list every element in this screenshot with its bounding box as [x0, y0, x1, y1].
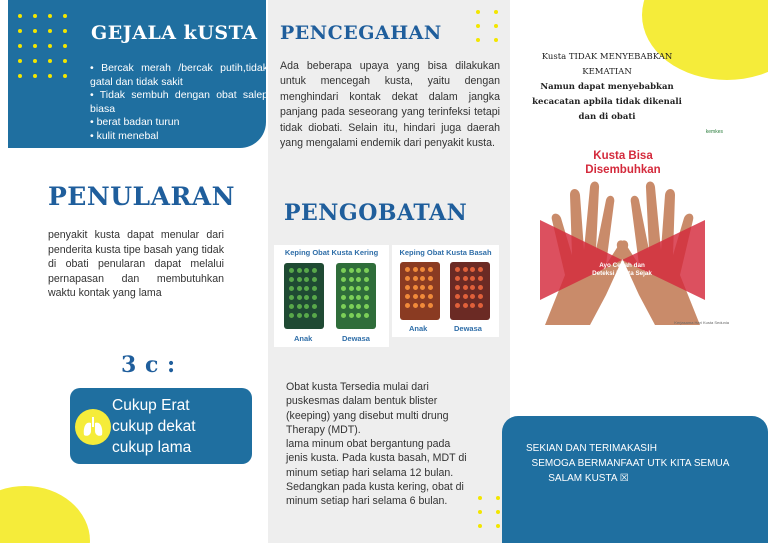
three-c-line: cukup lama	[112, 439, 192, 456]
pill-dot	[413, 267, 418, 272]
pill-dot	[297, 313, 302, 318]
gejala-list	[90, 62, 268, 143]
blister-pack	[400, 262, 440, 320]
three-c-line: Cukup Erat	[112, 397, 190, 414]
pill-dot	[349, 295, 354, 300]
note-line: Kusta TIDAK MENYEBABKAN	[541, 52, 673, 62]
note-line: KEMATIAN	[582, 67, 632, 77]
blister-kering-image	[274, 245, 389, 347]
blister-caption: Dewasa	[454, 324, 482, 333]
pill-dot	[405, 294, 410, 299]
poster-title: Kusta Bisa Disembuhkan	[585, 150, 661, 176]
pill-dot	[356, 304, 361, 309]
pill-dot	[478, 303, 483, 308]
penularan-text: penyakit kusta dapat menular dari penderita kusta tipe basah yang tidak di obati penularan dapat melalui pernapasan dan membutuhkan waktu kontak yang lama	[48, 229, 224, 299]
pengobatan-line: minum setiap hari selama 6 bulan.	[286, 495, 448, 508]
pill-dot	[341, 268, 346, 273]
pill-dot	[405, 267, 410, 272]
pill-dot	[428, 285, 433, 290]
yellow-corner-blob	[0, 486, 90, 543]
pill-dot	[463, 285, 468, 290]
pill-dot	[470, 303, 475, 308]
pill-dot	[455, 303, 460, 308]
panel-middle	[268, 0, 510, 543]
pill-dot	[304, 286, 309, 291]
pencegahan-text: Ada beberapa upaya yang bisa dilakukan untuk mencegah kusta, yaitu dengan menghindari kontak dekat dalam jangka panjang pada seseorang yang terinfeksi tetapi tidak diobati. Selain itu, hindari juga daerah yang mengalami endemik dari penyakit kusta.	[280, 60, 500, 150]
pill-dot	[420, 267, 425, 272]
pill-dot	[364, 304, 369, 309]
pill-dot	[297, 286, 302, 291]
pill-dot	[428, 303, 433, 308]
pill-dot	[364, 277, 369, 282]
pencegahan-title: PENCEGAHAN	[280, 22, 442, 44]
blister-pack	[336, 263, 376, 329]
three-c-card	[70, 388, 252, 464]
note-line: kecacatan apbila tidak dikenali	[532, 97, 682, 107]
pill-dot	[289, 286, 294, 291]
pill-dot	[312, 286, 317, 291]
pill-dot	[470, 276, 475, 281]
pengobatan-line: minum setiap hari selama 12 bulan.	[286, 466, 454, 479]
pill-dot	[304, 268, 309, 273]
blister-basah-image	[392, 245, 499, 337]
thanks-card	[502, 416, 768, 543]
note-line: Namun dapat menyebabkan	[540, 82, 674, 92]
pill-dot	[289, 295, 294, 300]
pengobatan-line: Obat kusta Tersedia mulai dari	[286, 381, 429, 393]
pill-dot	[304, 277, 309, 282]
pill-dot	[289, 277, 294, 282]
panel-left	[0, 0, 268, 543]
thanks-line: SALAM KUSTA ☒	[526, 473, 629, 484]
pill-dot	[420, 285, 425, 290]
pill-dot	[356, 286, 361, 291]
kusta-note	[522, 50, 692, 125]
gejala-card	[8, 0, 266, 148]
pill-dot	[463, 276, 468, 281]
three-c-title: 3 c :	[121, 352, 176, 378]
pill-dot	[463, 294, 468, 299]
panel-right	[510, 0, 768, 543]
pill-dot	[341, 313, 346, 318]
pill-dot	[356, 313, 361, 318]
pill-dot	[470, 285, 475, 290]
pill-dot	[356, 268, 361, 273]
blister-caption: Anak	[409, 324, 428, 333]
blister-caption: Dewasa	[342, 334, 370, 343]
pill-dot	[356, 277, 361, 282]
gejala-title: GEJALA kUSTA	[91, 22, 258, 44]
pill-dot	[349, 286, 354, 291]
pill-dot	[289, 304, 294, 309]
pill-dot	[455, 285, 460, 290]
pill-dot	[364, 268, 369, 273]
pill-dot	[413, 276, 418, 281]
hands-illustration	[510, 125, 735, 333]
pengobatan-line: jenis kusta. Pada kusta basah, MDT di	[286, 452, 467, 465]
pill-dot	[478, 294, 483, 299]
pengobatan-text	[286, 380, 490, 509]
blister-pack	[450, 262, 490, 320]
pill-dot	[289, 268, 294, 273]
pill-dot	[470, 267, 475, 272]
pill-dot	[478, 276, 483, 281]
pill-dot	[341, 286, 346, 291]
pill-dot	[428, 267, 433, 272]
kusta-poster-image	[510, 125, 735, 333]
pill-dot	[349, 268, 354, 273]
pill-dot	[349, 277, 354, 282]
pill-dot	[470, 294, 475, 299]
pill-dot	[405, 285, 410, 290]
pengobatan-line: Therapy (MDT).	[286, 423, 361, 436]
pill-dot	[304, 295, 309, 300]
pill-dot	[297, 304, 302, 309]
three-c-lines	[112, 395, 196, 458]
pill-dot	[455, 267, 460, 272]
note-line: dan di obati	[578, 112, 636, 122]
gejala-item: • Tidak sembuh dengan obat salep biasa	[90, 89, 268, 115]
thanks-line: SEMOGA BERMANFAAT UTK KITA SEMUA	[526, 458, 730, 469]
thanks-lines	[526, 441, 729, 486]
pill-dot	[455, 294, 460, 299]
pill-dot	[428, 276, 433, 281]
pill-dot	[297, 295, 302, 300]
pill-dot	[297, 268, 302, 273]
pill-dot	[405, 276, 410, 281]
pill-dot	[312, 268, 317, 273]
blister-kering-label: Keping Obat Kusta Kering	[284, 248, 379, 257]
pengobatan-title: PENGOBATAN	[284, 200, 468, 226]
pill-dot	[463, 267, 468, 272]
pill-dot	[413, 294, 418, 299]
pill-dot	[341, 304, 346, 309]
pill-dot	[405, 303, 410, 308]
pill-dot	[364, 313, 369, 318]
yellow-dot-grid	[18, 14, 67, 78]
pill-dot	[349, 304, 354, 309]
pill-dot	[478, 285, 483, 290]
blister-caption: Anak	[294, 334, 313, 343]
three-c-line: cukup dekat	[112, 418, 196, 435]
pill-dot	[420, 276, 425, 281]
pill-dot	[349, 313, 354, 318]
pill-dot	[478, 267, 483, 272]
pill-dot	[312, 277, 317, 282]
pill-dot	[420, 294, 425, 299]
pill-dot	[413, 285, 418, 290]
blister-basah-label: Keping Obat Kusta Basah	[399, 248, 492, 257]
pill-dot	[341, 295, 346, 300]
pill-dot	[455, 276, 460, 281]
pill-dot	[341, 277, 346, 282]
pill-dot	[428, 294, 433, 299]
pill-dot	[312, 304, 317, 309]
lungs-icon	[75, 409, 111, 445]
pengobatan-line: puskesmas dalam bentuk blister	[286, 395, 438, 408]
pengobatan-line: lama minum obat bergantung pada	[286, 438, 451, 451]
pill-dot	[312, 313, 317, 318]
pill-dot	[364, 295, 369, 300]
pill-dot	[413, 303, 418, 308]
pill-dot	[304, 313, 309, 318]
pill-dot	[420, 303, 425, 308]
pill-dot	[463, 303, 468, 308]
thanks-line: SEKIAN DAN TERIMAKASIH	[526, 443, 657, 454]
pill-dot	[304, 304, 309, 309]
blister-pack	[284, 263, 324, 329]
pengobatan-line: Sedangkan pada kusta kering, obat di	[286, 481, 464, 494]
penularan-title: PENULARAN	[48, 182, 236, 211]
gejala-item: • berat badan turun	[90, 116, 180, 128]
pill-dot	[356, 295, 361, 300]
pill-dot	[312, 295, 317, 300]
poster-footer: Kerjasama Hari Kusta Sedunia	[674, 320, 729, 325]
gejala-item: • kulit menebal	[90, 129, 159, 142]
pengobatan-line: (keeping) yang disebut multi drung	[286, 409, 449, 422]
pill-dot	[297, 277, 302, 282]
pill-dot	[289, 313, 294, 318]
gejala-item: • Bercak merah /bercak putih,tidak gatal dan tidak sakit	[90, 62, 268, 88]
poster-tagline: Ayo Cegah dan Deteksi Kusta Sejak Dini!	[592, 262, 652, 284]
pill-dot	[364, 286, 369, 291]
kemkes-logo: kemkes	[705, 129, 723, 135]
